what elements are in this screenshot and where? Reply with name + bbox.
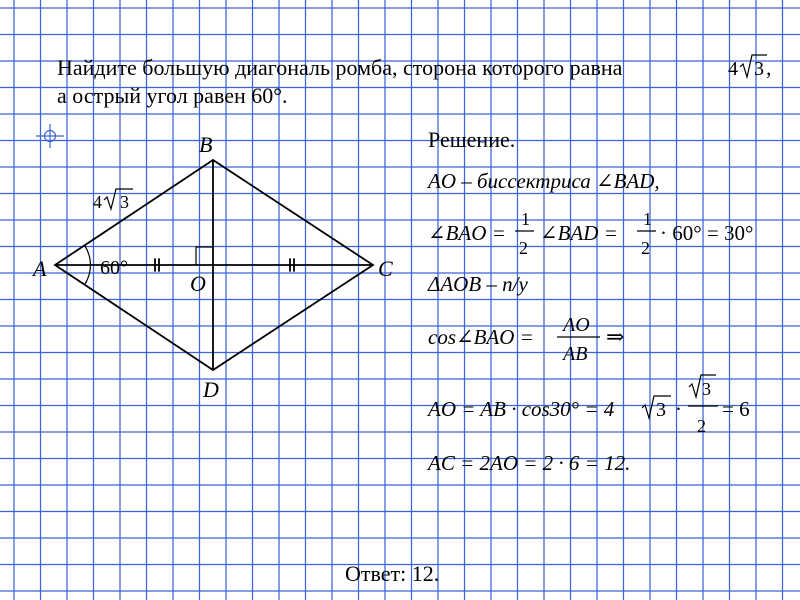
vertex-label-c: C — [378, 256, 393, 281]
solution-line-3: ΔAOB – п/у — [428, 272, 528, 296]
solution-line-4-den: AB — [563, 343, 588, 365]
angle-label: 60° — [100, 257, 128, 279]
solution-line-5-left: AO = AB · cos30° = 4 — [428, 397, 615, 421]
center-label-o: O — [190, 271, 206, 296]
vertex-label-d: D — [203, 377, 219, 402]
problem-side-radicand: 3 — [754, 58, 764, 80]
solution-heading: Решение. — [428, 127, 516, 152]
problem-text-line-1: Найдите большую диагональ ромба, сторона которого равна — [57, 55, 623, 80]
solution-fraction-1-num: 1 — [521, 209, 530, 229]
solution-line-2-left: ∠BAO = — [428, 221, 506, 245]
solution-line-4-num: AO — [563, 314, 590, 336]
solution-line-1: AO – биссектриса ∠BAD, — [428, 169, 660, 193]
solution-fraction-1-den: 2 — [519, 238, 528, 258]
solution-fraction-2-den: 2 — [641, 238, 650, 258]
side-coefficient: 4 — [93, 192, 102, 212]
vertex-label-a: A — [33, 256, 47, 281]
problem-side-coefficient: 4 — [728, 58, 738, 80]
solution-line-5-num-radicand: 3 — [702, 379, 711, 399]
side-radicand: 3 — [120, 192, 129, 212]
solution-line-5-den: 2 — [697, 416, 706, 436]
problem-comma: , — [766, 55, 772, 80]
solution-line-5-dot: · — [675, 397, 682, 421]
problem-text-line-2: а острый угол равен 60°. — [57, 83, 288, 108]
solution-line-2-right: · 60° = 30° — [660, 221, 754, 245]
solution-line-2-mid: ∠BAD = — [540, 221, 618, 245]
solution-line-4-left: cos∠BAO = — [428, 325, 534, 349]
solution-fraction-2-num: 1 — [643, 209, 652, 229]
solution-line-5-radicand: 3 — [656, 399, 666, 421]
solution-line-5-right: = 6 — [722, 397, 750, 421]
vertex-label-b: B — [199, 132, 213, 157]
solution-line-6: AC = 2AO = 2 · 6 = 12. — [428, 451, 631, 475]
implies-arrow-icon: ⇒ — [606, 324, 625, 349]
answer-text: Ответ: 12. — [345, 561, 440, 586]
